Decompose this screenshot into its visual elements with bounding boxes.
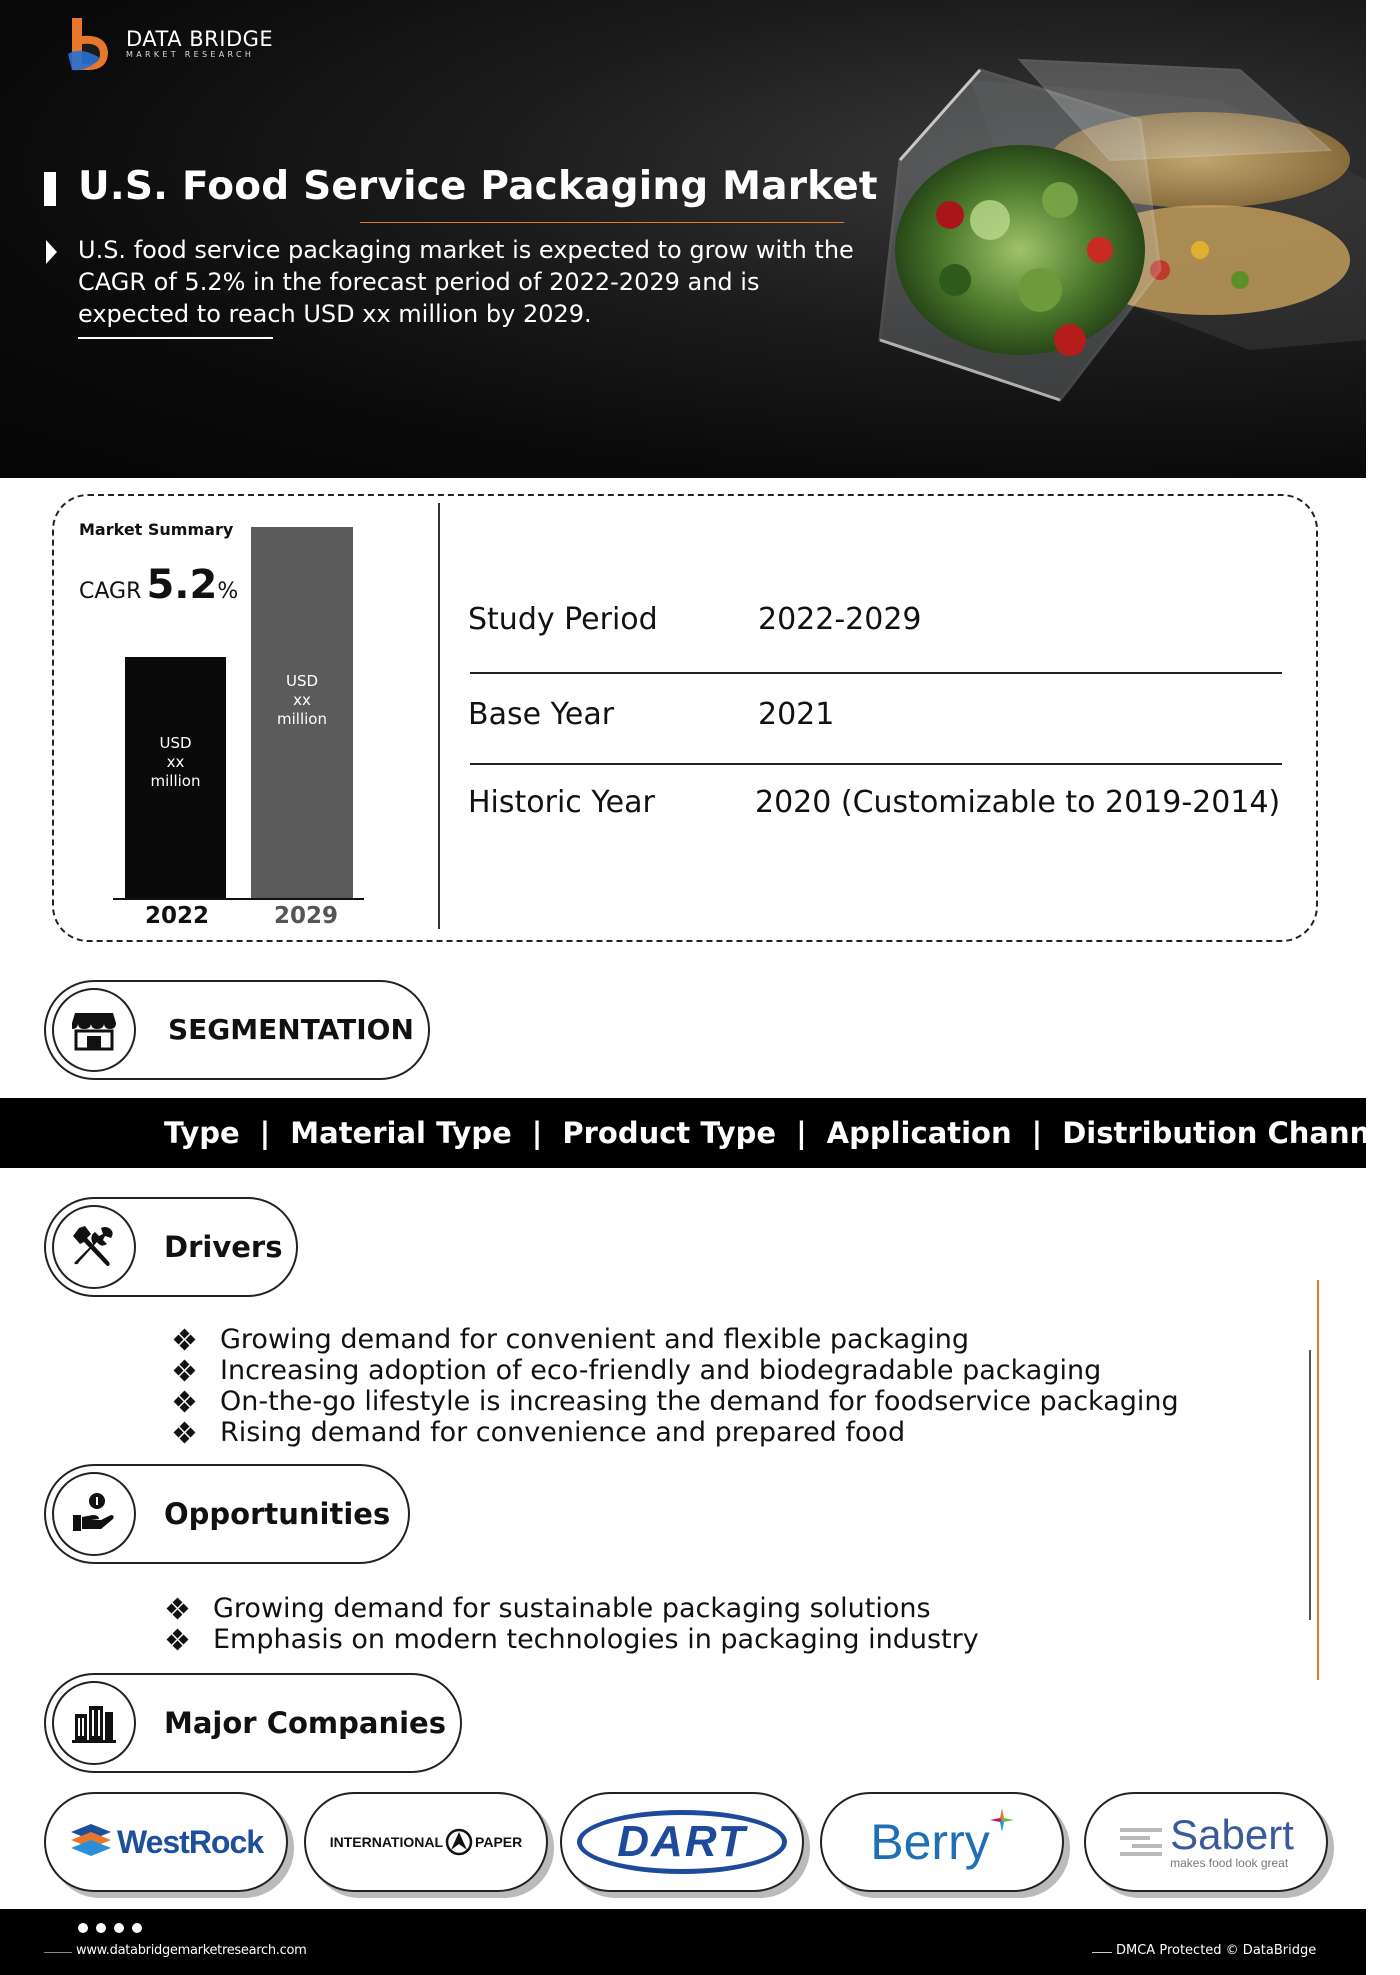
title-bar-accent — [44, 172, 56, 206]
study-period-label: Study Period — [468, 602, 658, 637]
list-item — [170, 1417, 1179, 1448]
base-year-label: Base Year — [468, 697, 615, 732]
x-tick-label-2022: 2022 — [145, 903, 210, 929]
segment-distribution-channel: Distribution Channel — [1062, 1116, 1400, 1150]
drivers-title: Drivers — [164, 1230, 283, 1264]
footer-rule — [1092, 1952, 1112, 1953]
bar-label-line: xx — [293, 691, 311, 709]
cagr-value: 5.2 — [146, 562, 218, 608]
brand-subtitle: MARKET RESEARCH — [126, 50, 255, 59]
bar-label-line: USD — [285, 672, 319, 690]
bar-2029 — [251, 527, 353, 898]
base-year-value: 2021 — [758, 697, 835, 732]
brand-logo-icon — [66, 16, 118, 72]
berry-star-icon — [990, 1808, 1014, 1832]
market-description: U.S. food service packaging market is expected to grow with the CAGR of 5.2% in the forecast period of 2022-2029 and is expected to reach USD xx million by 2029. — [78, 236, 854, 328]
row-divider — [470, 672, 1282, 674]
driver-text: On-the-go lifestyle is increasing the demand for foodservice packaging — [220, 1386, 1179, 1417]
decorative-line — [1317, 1280, 1319, 1680]
company-logo-international-paper — [304, 1792, 548, 1892]
segment-separator: | — [1031, 1116, 1043, 1150]
salad-container-image — [860, 40, 1366, 460]
driver-text: Growing demand for convenient and flexible packaging — [220, 1324, 970, 1355]
diamond-bullet-icon — [170, 1392, 200, 1412]
company-logo-sabert — [1084, 1792, 1328, 1892]
segment-separator: | — [531, 1116, 543, 1150]
drivers-list — [170, 1324, 1179, 1448]
list-item — [170, 1386, 1179, 1417]
cagr-prefix: CAGR — [79, 579, 142, 604]
ip-tree-icon — [445, 1828, 473, 1856]
brand-logo — [66, 16, 273, 72]
company-logo-westrock — [44, 1792, 288, 1892]
ip-wordmark-right: PAPER — [475, 1834, 523, 1850]
opportunity-text: Emphasis on modern technologies in packaging industry — [213, 1624, 979, 1655]
tools-icon — [52, 1205, 136, 1289]
market-summary-label: Market Summary — [79, 520, 234, 539]
diamond-bullet-icon — [170, 1423, 200, 1443]
chart-x-axis — [113, 898, 364, 900]
list-item — [163, 1624, 979, 1655]
opportunities-title: Opportunities — [164, 1497, 391, 1531]
list-item — [163, 1593, 979, 1624]
whatsapp-icon[interactable] — [78, 1923, 88, 1933]
hero-banner — [0, 0, 1366, 478]
segment-application: Application — [826, 1116, 1012, 1150]
company-logo-berry — [820, 1792, 1064, 1892]
instagram-icon[interactable] — [132, 1923, 142, 1933]
list-item — [170, 1324, 1179, 1355]
bar-2022 — [125, 657, 226, 898]
hand-coin-icon — [52, 1472, 136, 1556]
companies-title: Major Companies — [164, 1706, 446, 1740]
opportunities-list — [163, 1593, 979, 1655]
market-summary-box — [52, 494, 1318, 942]
bar-label-line: million — [150, 772, 201, 790]
storefront-icon — [52, 988, 136, 1072]
drivers-heading — [44, 1197, 298, 1297]
segment-material-type: Material Type — [290, 1116, 512, 1150]
segmentation-band — [0, 1098, 1400, 1168]
historic-year-label: Historic Year — [468, 785, 655, 820]
driver-text: Increasing adoption of eco-friendly and biodegradable packaging — [220, 1355, 1102, 1386]
dmca-notice: DMCA Protected © DataBridge — [1116, 1943, 1317, 1958]
bar-label-line: USD — [159, 734, 192, 752]
decorative-line — [1309, 1350, 1311, 1620]
brand-name: DATA BRIDGE — [126, 27, 274, 51]
opportunity-text: Growing demand for sustainable packaging solutions — [213, 1593, 931, 1624]
dart-wordmark: DART — [617, 1817, 747, 1866]
opportunities-heading — [44, 1464, 410, 1564]
berry-wordmark: Berry — [870, 1814, 990, 1870]
row-divider — [470, 763, 1282, 765]
description-underline — [78, 337, 273, 339]
segmentation-heading — [44, 980, 430, 1080]
play-arrow-icon — [46, 240, 57, 264]
segment-separator: | — [259, 1116, 271, 1150]
footer-website-link[interactable]: www.databridgemarketresearch.com — [76, 1943, 307, 1958]
cagr-unit: % — [217, 579, 239, 604]
segment-product-type: Product Type — [562, 1116, 777, 1150]
westrock-wordmark: WestRock — [116, 1823, 264, 1860]
company-logo-dart — [560, 1792, 804, 1892]
cagr-display — [79, 562, 238, 608]
driver-text: Rising demand for convenience and prepared food — [220, 1417, 906, 1448]
companies-heading — [44, 1673, 462, 1773]
ip-wordmark-left: INTERNATIONAL — [329, 1834, 444, 1850]
sabert-wordmark: Sabert — [1170, 1811, 1294, 1858]
segmentation-list — [164, 1098, 1400, 1168]
footer — [0, 1909, 1366, 1975]
buildings-icon — [52, 1681, 136, 1765]
page-title: U.S. Food Service Packaging Market — [78, 164, 878, 209]
summary-divider — [438, 503, 440, 929]
diamond-bullet-icon — [163, 1630, 193, 1650]
title-underline — [360, 222, 844, 223]
segment-separator: | — [796, 1116, 807, 1150]
bar-label-line: million — [277, 710, 327, 728]
x-tick-label-2029: 2029 — [274, 903, 339, 929]
westrock-chevron-icon — [69, 1822, 113, 1862]
historic-year-value: 2020 (Customizable to 2019-2014) — [755, 785, 1281, 820]
list-item — [170, 1355, 1179, 1386]
sabert-tagline: makes food look great — [1170, 1856, 1289, 1870]
twitter-icon[interactable] — [114, 1923, 124, 1933]
study-period-value: 2022-2029 — [758, 602, 922, 637]
social-icons — [78, 1923, 142, 1933]
segment-type: Type — [164, 1116, 240, 1150]
diamond-bullet-icon — [170, 1361, 200, 1381]
sabert-mark-icon — [1118, 1820, 1164, 1864]
footer-rule — [44, 1952, 72, 1953]
facebook-icon[interactable] — [96, 1923, 106, 1933]
segmentation-title: SEGMENTATION — [168, 1013, 414, 1046]
bar-label-line: xx — [166, 753, 185, 771]
diamond-bullet-icon — [170, 1330, 200, 1350]
diamond-bullet-icon — [163, 1599, 193, 1619]
